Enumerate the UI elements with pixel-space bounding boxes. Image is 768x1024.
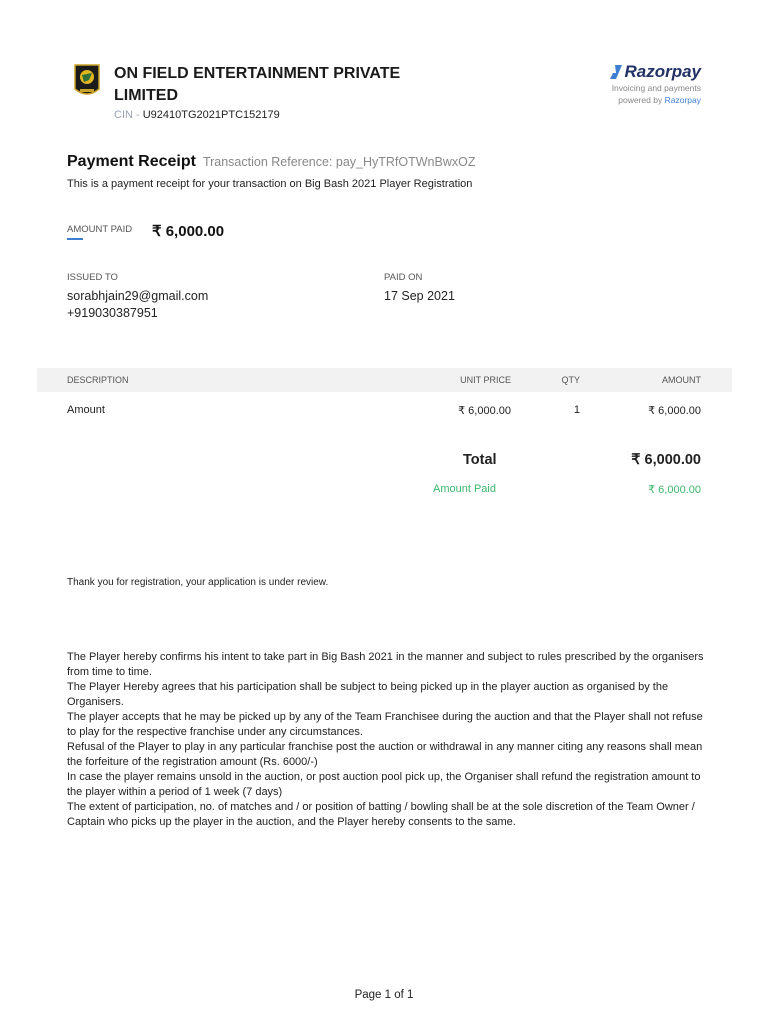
paid-amount-label: Amount Paid [433, 483, 496, 495]
razorpay-tagline: Invoicing and payments [611, 83, 701, 93]
company-logo [73, 63, 101, 99]
razorpay-link[interactable]: Razorpay [664, 95, 701, 105]
table-header [37, 368, 732, 392]
row-qty: 1 [573, 404, 580, 416]
razorpay-branding [610, 62, 701, 106]
column-header-amount: AMOUNT [662, 375, 701, 385]
page-title: Payment Receipt [67, 153, 196, 170]
razorpay-powered-by [610, 94, 701, 106]
paid-amount-value: ₹ 6,000.00 [648, 484, 701, 496]
transaction-reference: Transaction Reference: pay_HyTRfOTWnBwxOZ [202, 155, 476, 169]
column-header-unit-price: UNIT PRICE [460, 375, 511, 385]
issued-to-label: ISSUED TO [67, 272, 118, 283]
row-amount: ₹ 6,000.00 [648, 405, 701, 417]
row-description: Amount [67, 404, 105, 416]
terms-paragraph: The Player Hereby agrees that his participation shall be subject to being picked up in the player auction as organised by the Organisers. [67, 681, 669, 708]
amount-paid-label: AMOUNT PAID [67, 224, 133, 235]
terms-paragraph: The player accepts that he may be picked up by any of the Team Franchisee during the auction and that the Player shall not refuse to play for the respective franchise under any circumstances. [67, 711, 703, 738]
paid-on-value: 17 Sep 2021 [384, 289, 455, 303]
razorpay-brand-name: Razorpay [624, 62, 701, 81]
column-header-qty: QTY [561, 375, 580, 385]
receipt-title-row [67, 153, 475, 171]
company-name: ON FIELD ENTERTAINMENT PRIVATE LIMITED [114, 65, 401, 104]
terms-paragraph: The Player hereby confirms his intent to take part in Big Bash 2021 in the manner and subject to rules prescribed by the organisers from time to time. [67, 651, 704, 678]
issued-to-email: sorabhjain29@gmail.com [67, 289, 209, 303]
razorpay-icon [610, 65, 622, 79]
terms-paragraph: In case the player remains unsold in the auction, or post auction pool pick up, the Organiser shall refund the registration amount to the player within a period of 1 week (7 days) [67, 771, 701, 798]
cin-label: CIN - [114, 109, 140, 121]
powered-by-text: powered by [618, 95, 663, 105]
amount-paid-underline [67, 238, 83, 240]
receipt-description: This is a payment receipt for your transaction on Big Bash 2021 Player Registration [67, 178, 473, 190]
page-number: Page 1 of 1 [354, 989, 414, 1001]
cin [114, 109, 280, 121]
total-value: ₹ 6,000.00 [631, 452, 701, 468]
cin-value: U92410TG2021PTC152179 [142, 109, 280, 121]
column-header-description: DESCRIPTION [67, 375, 129, 385]
terms-block [67, 650, 707, 830]
amount-paid-value: ₹ 6,000.00 [152, 223, 225, 240]
paid-on-label: PAID ON [384, 272, 423, 283]
issued-to-phone: +919030387951 [67, 306, 158, 320]
razorpay-logo [610, 62, 701, 82]
row-unit-price: ₹ 6,000.00 [458, 405, 511, 417]
thank-you-note: Thank you for registration, your application is under review. [67, 577, 329, 588]
terms-paragraph: Refusal of the Player to play in any particular franchise post the auction or withdrawal in any manner citing any reasons shall mean the forfeiture of the registration amount (Rs. 6000/-) [67, 741, 703, 768]
total-label: Total [463, 452, 497, 468]
terms-paragraph: The extent of participation, no. of matches and / or position of batting / bowling shall be at the sole discretion of the Team Owner / Captain who picks up the player in the auction, and the Player hereby consents to the same. [67, 801, 695, 828]
